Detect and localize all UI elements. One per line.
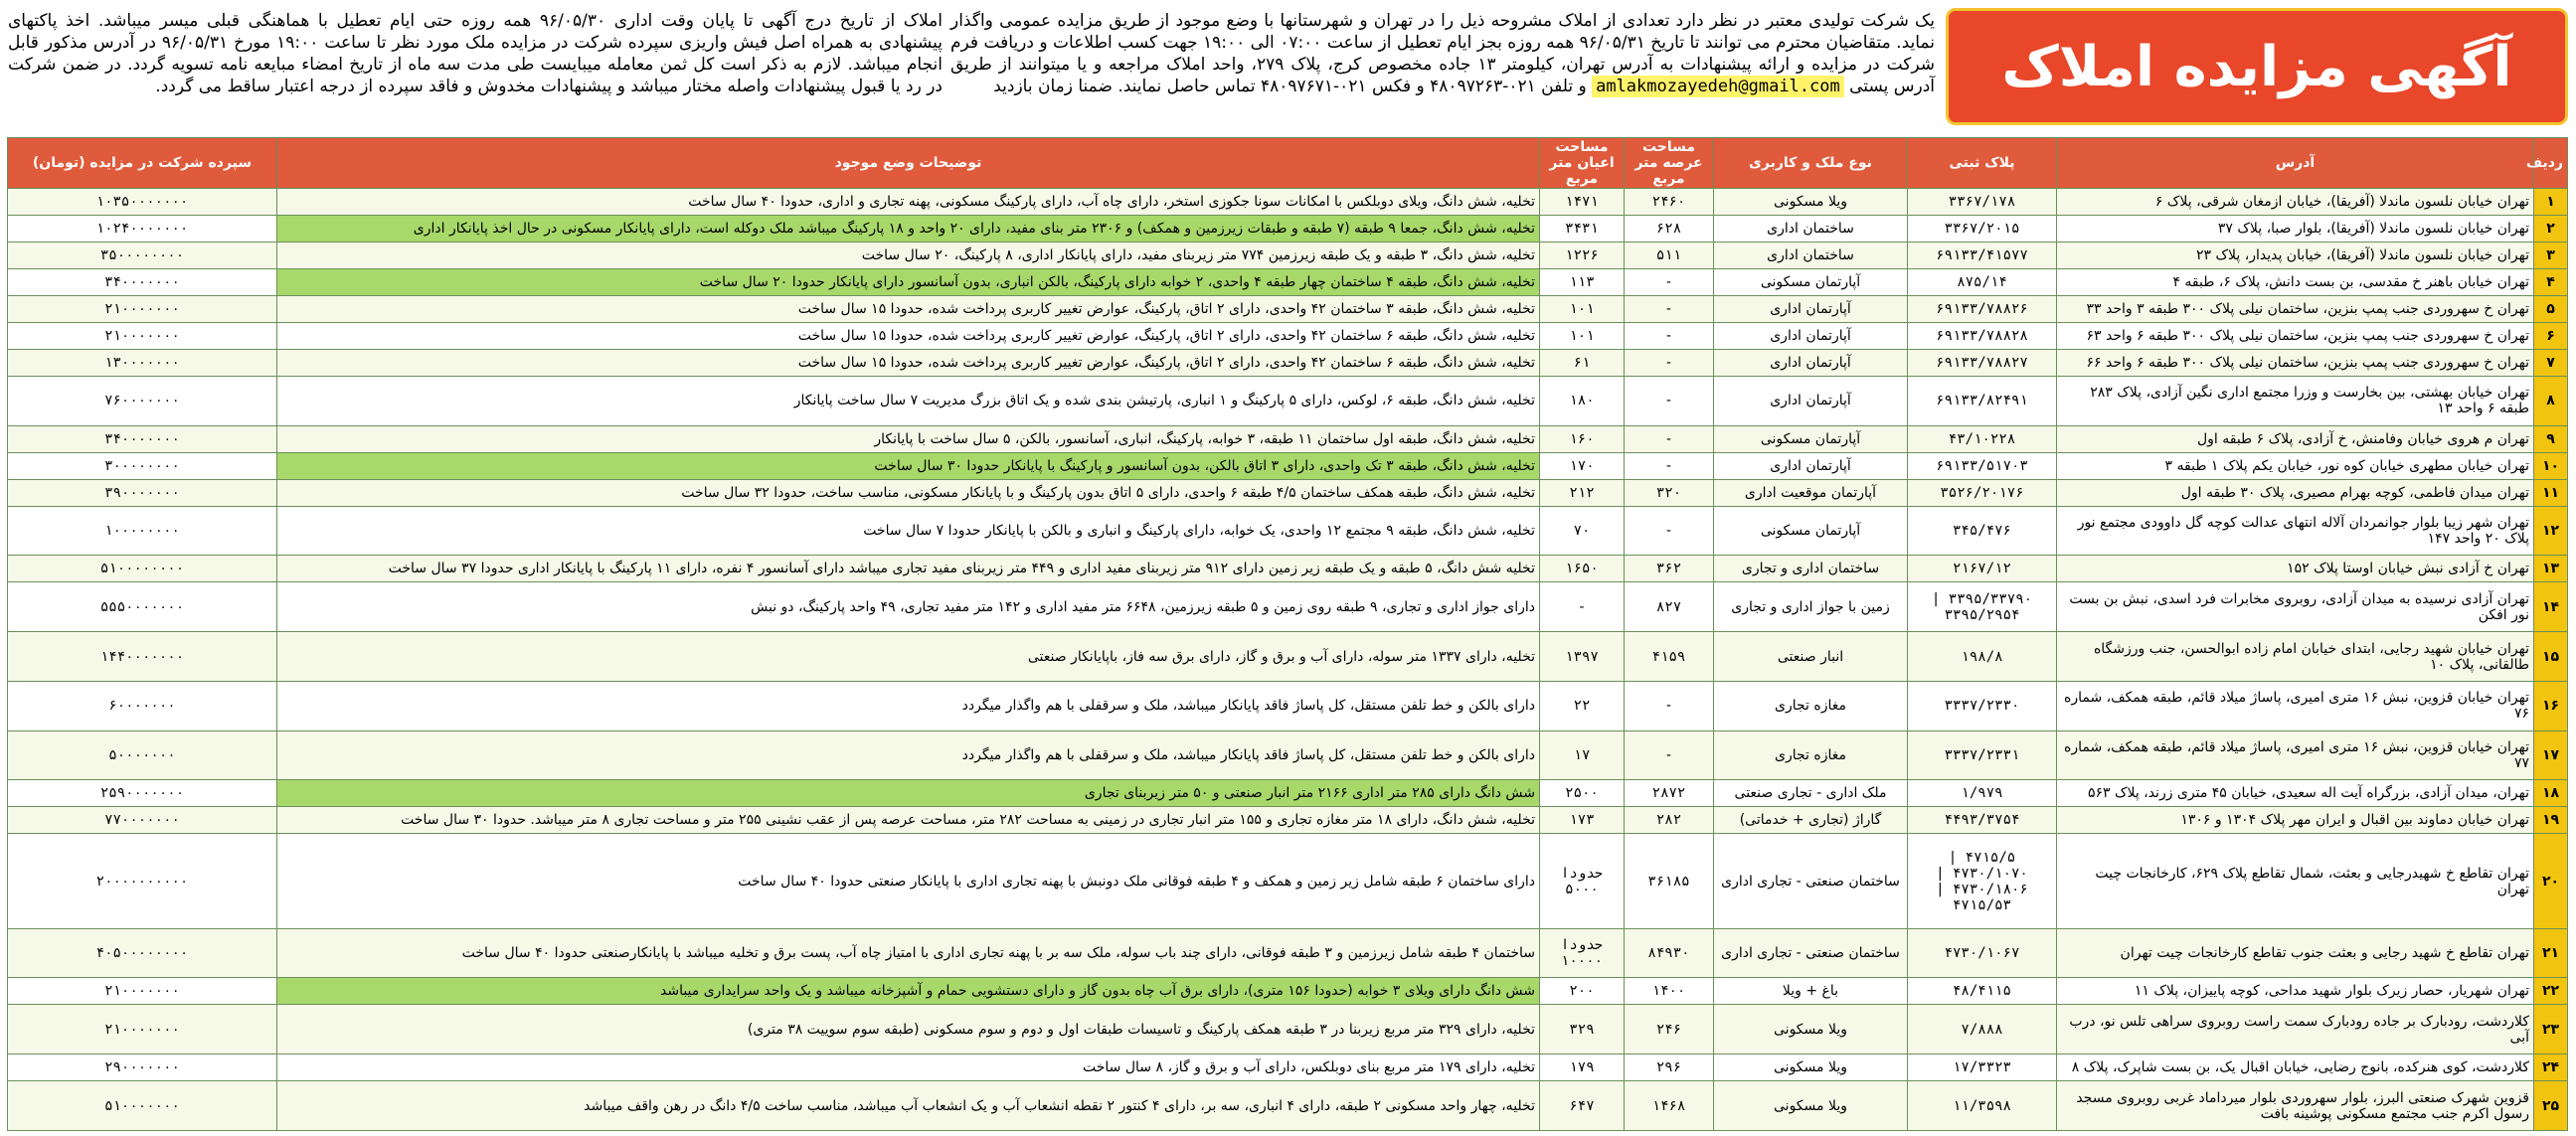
row-building-area: ۱۷۹ [1540, 1055, 1625, 1081]
row-deposit: ۲۱۰۰۰۰۰۰۰ [8, 296, 277, 323]
row-address: تهران خیابان نلسون ماندلا (آفریقا)، بلوار صبا، پلاک ۳۷ [2057, 216, 2534, 243]
table-row [8, 730, 2568, 780]
row-description: دارای بالکن و خط تلفن مستقل، کل پاساژ فاقد پایانکار میباشد، ملک و سرقفلی با هم واگذار میگردد [277, 681, 1540, 730]
table-row [8, 269, 2568, 296]
row-address: تهران تقاطع خ شهیدرجایی و بعثت، شمال تقاطع پلاک ۶۲۹، کارخانجات چیت تهران [2057, 834, 2534, 928]
row-deposit: ۲۱۰۰۰۰۰۰۰ [8, 978, 277, 1005]
row-deposit: ۲۱۰۰۰۰۰۰۰ [8, 323, 277, 350]
row-land-area: ۳۶۲ [1625, 556, 1714, 582]
row-usage: آپارتمان مسکونی [1714, 269, 1908, 296]
row-index: ۶ [2534, 323, 2568, 350]
table-row [8, 632, 2568, 682]
intro-text-right [950, 10, 1935, 97]
row-land-area: ۸۴۹۳۰ [1625, 928, 1714, 978]
row-address: تهران خ آزادی نبش خیابان اوستا پلاک ۱۵۲ [2057, 556, 2534, 582]
table-row [8, 296, 2568, 323]
row-plaque: ۱/۹۷۹ [1908, 780, 2057, 807]
row-description: دارای ساختمان ۶ طبقه شامل زیر زمین و همکف و ۴ طبقه فوقانی ملک دونبش با پهنه تجاری اداری با پایانکار صنعتی حدودا ۴۰ سال ساخت [277, 834, 1540, 928]
row-usage: ویلا مسکونی [1714, 189, 1908, 216]
row-building-area: ۲۵۰۰ [1540, 780, 1625, 807]
header-building-area: مساحت اعیان متر مربع [1540, 138, 1625, 189]
row-deposit: ۴۰۵۰۰۰۰۰۰۰۰ [8, 928, 277, 978]
row-address: تهران، میدان آزادی، بزرگراه آیت اله سعیدی، خیابان ۴۵ متری زرند، پلاک ۵۶۳ [2057, 780, 2534, 807]
table-row [8, 834, 2568, 928]
row-description: تخلیه، شش دانگ، دارای ۱۸ متر مغازه تجاری و ۱۵۵ متر انبار تجاری در زمینی به مساحت ۲۸۲ متر، مساحت عرصه پس از عقب نشینی ۲۵۵ متر و مساحت تجاری ۸ متر میباشد. حدودا ۳۰ سال ساخت [277, 807, 1540, 834]
row-building-area: حدودا ۱۰۰۰۰ [1540, 928, 1625, 978]
row-deposit: ۲۰۰۰۰۰۰۰۰۰۰ [8, 834, 277, 928]
row-building-area: ۱۸۰ [1540, 377, 1625, 426]
row-index: ۱۸ [2534, 780, 2568, 807]
row-land-area: - [1625, 452, 1714, 479]
row-index: ۲۱ [2534, 928, 2568, 978]
row-building-area: ۷۰ [1540, 506, 1625, 556]
row-description: تخلیه، دارای ۳۲۹ متر مربع زیربنا در ۳ طبقه همکف پارکینگ و تاسیسات طبقات اول و دوم و سوم مسکونی (طبقه سوم سوییت ۳۸ متری) [277, 1005, 1540, 1055]
row-usage: ملک اداری - تجاری صنعتی [1714, 780, 1908, 807]
intro-left-text: املاک از تاریخ درج آگهی تا پایان وقت اداری ۹۶/۰۵/۳۰ همه روزه حتی ایام تعطیل با هماهنگی قبلی میسر میباشد. اخذ پاکتهای پیشنهادی به همراه اصل فیش واریزی سپرده شرکت در مزایده ملک مورد نظر تا ساعت ۱۹:۰۰ مورخ ۹۶/۰۵/۳۱ در آدرس مذکور قابل انجام میباشد. لازم به ذکر است کل ثمن معامله میبایست طی مدت سه ماه از تاریخ امضاء مبایعه نامه تسویه گردد. در ضمن شرکت در رد یا قبول پیشنهادات واصله مختار میباشد و پیشنهادات مخدوش و فاقد سپرده از درجه اعتبار ساقط می گردد. [8, 11, 943, 96]
row-description: دارای بالکن و خط تلفن مستقل، کل پاساژ فاقد پایانکار میباشد، ملک و سرقفلی با هم واگذار میگردد [277, 730, 1540, 780]
row-description: تخلیه، دارای ۱۷۹ متر مربع بنای دوبلکس، دارای آب و برق و گاز، ۸ سال ساخت [277, 1055, 1540, 1081]
row-index: ۱۹ [2534, 807, 2568, 834]
table-row [8, 189, 2568, 216]
table-row [8, 479, 2568, 506]
row-usage: زمین با جواز اداری و تجاری [1714, 582, 1908, 632]
row-land-area: ۲۹۶ [1625, 1055, 1714, 1081]
row-land-area: ۱۴۶۸ [1625, 1081, 1714, 1131]
row-index: ۲۳ [2534, 1005, 2568, 1055]
row-index: ۹ [2534, 425, 2568, 452]
header-idx: ردیف [2534, 138, 2568, 189]
row-building-area: ۳۴۳۱ [1540, 216, 1625, 243]
row-usage: مغازه تجاری [1714, 730, 1908, 780]
row-deposit: ۷۶۰۰۰۰۰۰۰ [8, 377, 277, 426]
row-land-area: ۶۲۸ [1625, 216, 1714, 243]
table-row [8, 350, 2568, 377]
row-plaque: ۳۳۹۵/۳۳۷۹۰ | ۳۳۹۵/۲۹۵۴ [1908, 582, 2057, 632]
row-deposit: ۶۰۰۰۰۰۰۰ [8, 681, 277, 730]
row-deposit: ۳۴۰۰۰۰۰۰۰ [8, 269, 277, 296]
row-usage: آپارتمان اداری [1714, 452, 1908, 479]
table-row [8, 807, 2568, 834]
row-land-area: - [1625, 506, 1714, 556]
row-address: تهران خیابان شهید رجایی، ابتدای خیابان امام زاده ابوالحسن، جنب ورزشگاه طالقانی، پلاک ۱۰ [2057, 632, 2534, 682]
row-address: تهران خ سهروردی جنب پمپ بنزین، ساختمان نیلی پلاک ۳۰۰ طبقه ۳ واحد ۳۳ [2057, 296, 2534, 323]
header-deposit: سپرده شرکت در مزایده (تومان) [8, 138, 277, 189]
row-land-area: ۵۱۱ [1625, 243, 1714, 269]
row-index: ۲۴ [2534, 1055, 2568, 1081]
row-description: تخلیه، شش دانگ، طبقه ۴ ساختمان چهار طبقه ۴ واحدی، ۲ خوابه دارای پارکینگ، بالکن انباری، بدون آسانسور دارای پایانکار حدودا ۲۰ سال ساخت [277, 269, 1540, 296]
row-address: تهران خیابان باهنر خ مقدسی، بن بست دانش، پلاک ۶، طبقه ۴ [2057, 269, 2534, 296]
intro-right-text: یک شرکت تولیدی معتبر در نظر دارد تعدادی از املاک مشروحه ذیل را در تهران و شهرستانها با وضع موجود از طریق مزایده عمومی واگذار نماید. متقاضیان محترم می توانند تا تاریخ ۹۶/۰۵/۳۱ همه روزه بجز ایام تعطیل از ساعت ۰۷:۰۰ الی ۱۹:۰۰ جهت کسب اطلاعات و دریافت فرم شرکت در مزایده و ارائه پیشنهادات به آدرس تهران، کیلومتر ۱۳ جاده مخصوص کرج، پلاک ۲۷۹، واحد املاک مراجعه و یا میتوانند از طریق آدرس پستی [950, 11, 1935, 96]
table-row [8, 978, 2568, 1005]
row-building-area: ۱۴۷۱ [1540, 189, 1625, 216]
row-building-area: ۱۶۵۰ [1540, 556, 1625, 582]
row-plaque: ۶۹۱۳۳/۷۸۸۲۸ [1908, 323, 2057, 350]
row-plaque: ۱۷/۳۳۲۳ [1908, 1055, 2057, 1081]
header-address: آدرس [2057, 138, 2534, 189]
row-index: ۱۳ [2534, 556, 2568, 582]
row-plaque: ۳۴۵/۴۷۶ [1908, 506, 2057, 556]
row-plaque: ۶۹۱۳۳/۸۲۴۹۱ [1908, 377, 2057, 426]
row-description: تخلیه، چهار واحد مسکونی ۲ طبقه، دارای ۴ انباری، سه بر، دارای ۴ کنتور ۲ نقطه انشعاب آب و یک انشعاب آب میباشد، مناسب ساخت ۴/۵ دانگ در رهن واقف میباشد [277, 1081, 1540, 1131]
row-address: کلاردشت، کوی هنرکده، بانوج رضایی، خیابان اقبال یک، بن بست شاپرک، پلاک ۸ [2057, 1055, 2534, 1081]
row-usage: ویلا مسکونی [1714, 1005, 1908, 1055]
row-description: تخلیه، شش دانگ، طبقه ۳ تک واحدی، دارای ۳ اتاق بالکن، بدون آسانسور و پارکینگ با پایانکار حدودا ۳۰ سال ساخت [277, 452, 1540, 479]
row-deposit: ۱۰۰۰۰۰۰۰۰ [8, 506, 277, 556]
row-usage: ساختمان اداری [1714, 216, 1908, 243]
header-description: توضیحات وضع موجود [277, 138, 1540, 189]
row-description: تخلیه، دارای ۱۳۳۷ متر سوله، دارای آب و برق و گاز، دارای برق سه فاز، باپایانکار صنعتی [277, 632, 1540, 682]
row-plaque: ۶۹۱۳۳/۷۸۸۲۷ [1908, 350, 2057, 377]
row-index: ۲۵ [2534, 1081, 2568, 1131]
row-plaque: ۳۳۶۷/۱۷۸ [1908, 189, 2057, 216]
table-row [8, 425, 2568, 452]
row-land-area: ۲۴۶ [1625, 1005, 1714, 1055]
row-description: تخلیه، شش دانگ، جمعا ۹ طبقه (۷ طبقه و طبقات زیرزمین و همکف) و ۲۳۰۶ متر بنای مفید، دارای ۲۰ واحد و ۱۸ پارکینگ میباشد ملک دوکله است، دارای پایانکار مسکونی در حال اخذ پایانکار اداری [277, 216, 1540, 243]
row-building-area: ۲۰۰ [1540, 978, 1625, 1005]
row-usage: آپارتمان اداری [1714, 350, 1908, 377]
row-index: ۱۷ [2534, 730, 2568, 780]
row-address: تهران خیابان نلسون ماندلا (آفریقا)، خیابان ازمغان شرقی، پلاک ۶ [2057, 189, 2534, 216]
row-description: تخلیه، شش دانگ، ۳ طبقه و یک طبقه زیرزمین ۷۷۴ متر زیربنای مفید، دارای پایانکار اداری، ۸ پارکینگ، ۲۰ سال ساخت [277, 243, 1540, 269]
row-plaque: ۲۱۶۷/۱۲ [1908, 556, 2057, 582]
row-building-area: حدودا ۵۰۰۰ [1540, 834, 1625, 928]
contact-email: amlakmozayedeh@gmail.com [1592, 76, 1844, 97]
table-row [8, 780, 2568, 807]
notice-title-box [1946, 8, 2568, 125]
row-index: ۳ [2534, 243, 2568, 269]
row-address: تهران م هروی خیابان وفامنش، خ آزادی، پلاک ۶ طبقه اول [2057, 425, 2534, 452]
row-usage: انبار صنعتی [1714, 632, 1908, 682]
row-land-area: ۲۴۶۰ [1625, 189, 1714, 216]
row-building-area: - [1540, 582, 1625, 632]
row-deposit: ۵۱۰۰۰۰۰۰۰۰ [8, 556, 277, 582]
table-row [8, 1005, 2568, 1055]
row-building-area: ۱۷ [1540, 730, 1625, 780]
row-description: تخلیه، شش دانگ، طبقه ۶ ساختمان ۴۲ واحدی، دارای ۲ اتاق، پارکینگ، عوارض تغییر کاربری پرداخت شده، حدودا ۱۵ سال ساخت [277, 350, 1540, 377]
row-deposit: ۳۹۰۰۰۰۰۰۰ [8, 479, 277, 506]
row-address: تهران میدان فاطمی، کوچه بهرام مصیری، پلاک ۳۰ طبقه اول [2057, 479, 2534, 506]
row-index: ۱۶ [2534, 681, 2568, 730]
row-address: تهران شهریار، حصار زیرک بلوار شهید مداحی، کوچه پاییزان، پلاک ۱۱ [2057, 978, 2534, 1005]
row-usage: آپارتمان اداری [1714, 323, 1908, 350]
row-index: ۱۴ [2534, 582, 2568, 632]
row-land-area: ۴۱۵۹ [1625, 632, 1714, 682]
row-address: تهران خ سهروردی جنب پمپ بنزین، ساختمان نیلی پلاک ۳۰۰ طبقه ۶ واحد ۶۳ [2057, 323, 2534, 350]
header-usage: نوع ملک و کاربری [1714, 138, 1908, 189]
row-description: ساختمان ۴ طبقه شامل زیرزمین و ۳ طبقه فوقانی، دارای چند باب سوله، ملک سه بر با پهنه تجاری اداری با امتیاز چاه آب، پست برق و تخلیه میباشد با پایانکارصنعتی حدودا ۴۰ سال ساخت [277, 928, 1540, 978]
row-address: تهران آزادی نرسیده به میدان آزادی، روبروی مخابرات فرد اسدی، نبش بن بست نور افکن [2057, 582, 2534, 632]
row-plaque: ۴۳/۱۰۲۲۸ [1908, 425, 2057, 452]
row-description: تخلیه، شش دانگ، طبقه ۶ ساختمان ۴۲ واحدی، دارای ۲ اتاق، پارکینگ، عوارض تغییر کاربری پرداخت شده، حدودا ۱۵ سال ساخت [277, 323, 1540, 350]
table-row [8, 452, 2568, 479]
intro-right-tail: و تلفن ۰۲۱-۴۸۰۹۷۲۶۳ و فکس ۰۲۱-۴۸۰۹۷۶۷۱ تماس حاصل نمایند. ضمنا زمان بازدید [993, 77, 1587, 96]
table-row [8, 1081, 2568, 1131]
table-header-row [8, 138, 2568, 189]
row-land-area: - [1625, 377, 1714, 426]
row-address: کلاردشت، رودبارک بر جاده رودبارک سمت راست روبروی سراهی تلس نو، درب آبی [2057, 1005, 2534, 1055]
row-usage: ساختمان صنعتی - تجاری اداری [1714, 928, 1908, 978]
row-description: شش دانگ دارای ویلای ۳ خوابه (حدودا ۱۵۶ متری)، دارای برق آب چاه بدون گاز و دارای دستشویی حمام و آشپزخانه میباشد و یک واحد سرایداری میباشد [277, 978, 1540, 1005]
row-building-area: ۱۰۱ [1540, 296, 1625, 323]
row-deposit: ۷۷۰۰۰۰۰۰۰ [8, 807, 277, 834]
row-land-area: - [1625, 296, 1714, 323]
row-land-area: ۲۸۲ [1625, 807, 1714, 834]
row-building-area: ۲۱۲ [1540, 479, 1625, 506]
intro-text-left [8, 10, 943, 97]
row-address: تهران تقاطع خ شهید رجایی و بعثت جنوب تقاطع کارخانجات چیت تهران [2057, 928, 2534, 978]
header-plaque: پلاک ثبتی [1908, 138, 2057, 189]
row-usage: مغازه تجاری [1714, 681, 1908, 730]
row-plaque: ۸۷۵/۱۴ [1908, 269, 2057, 296]
row-address: تهران خیابان قزوین، نبش ۱۶ متری امیری، پاساژ میلاد قائم، طبقه همکف، شماره ۷۷ [2057, 730, 2534, 780]
row-plaque: ۴۴۹۳/۳۷۵۴ [1908, 807, 2057, 834]
row-address: تهران خ سهروردی جنب پمپ بنزین، ساختمان نیلی پلاک ۳۰۰ طبقه ۶ واحد ۶۶ [2057, 350, 2534, 377]
row-index: ۱۱ [2534, 479, 2568, 506]
row-address: تهران خیابان قزوین، نبش ۱۶ متری امیری، پاساژ میلاد قائم، طبقه همکف، شماره ۷۶ [2057, 681, 2534, 730]
row-deposit: ۵۱۰۰۰۰۰۰۰ [8, 1081, 277, 1131]
table-row [8, 681, 2568, 730]
header-land-area: مساحت عرصه متر مربع [1625, 138, 1714, 189]
row-plaque: ۶۹۱۳۳/۴۱۵۷۷ [1908, 243, 2057, 269]
table-row [8, 556, 2568, 582]
row-plaque: ۳۳۶۷/۲۰۱۵ [1908, 216, 2057, 243]
row-plaque: ۳۳۳۷/۲۳۳۱ [1908, 730, 2057, 780]
row-land-area: - [1625, 323, 1714, 350]
row-usage: ساختمان اداری [1714, 243, 1908, 269]
row-building-area: ۱۳۹۷ [1540, 632, 1625, 682]
notice-header [0, 0, 2576, 129]
row-usage: آپارتمان مسکونی [1714, 425, 1908, 452]
row-description: تخلیه، شش دانگ، طبقه ۹ مجتمع ۱۲ واحدی، یک خوابه، دارای پارکینگ و انباری و بالکن با پایانکار حدودا ۷ سال ساخت [277, 506, 1540, 556]
row-usage: ویلا مسکونی [1714, 1081, 1908, 1131]
row-deposit: ۱۰۳۵۰۰۰۰۰۰۰ [8, 189, 277, 216]
table-row [8, 506, 2568, 556]
row-deposit: ۲۱۰۰۰۰۰۰۰ [8, 1005, 277, 1055]
row-description: تخلیه، شش دانگ، طبقه ۳ ساختمان ۴۲ واحدی، دارای ۲ اتاق، پارکینگ، عوارض تغییر کاربری پرداخت شده، حدودا ۱۵ سال ساخت [277, 296, 1540, 323]
row-deposit: ۳۴۰۰۰۰۰۰۰ [8, 425, 277, 452]
row-address: قزوین شهرک صنعتی البرز، بلوار سهروردی بلوار میرداماد غربی روبروی مسجد رسول اکرم جنب مجتمع مسکونی پوشینه بافت [2057, 1081, 2534, 1131]
row-building-area: ۱۷۳ [1540, 807, 1625, 834]
table-row [8, 928, 2568, 978]
row-land-area: ۲۸۷۲ [1625, 780, 1714, 807]
row-building-area: ۱۲۲۶ [1540, 243, 1625, 269]
row-usage: آپارتمان اداری [1714, 377, 1908, 426]
row-plaque: ۶۹۱۳۳/۷۸۸۲۶ [1908, 296, 2057, 323]
row-index: ۷ [2534, 350, 2568, 377]
row-building-area: ۱۰۱ [1540, 323, 1625, 350]
row-description: شش دانگ دارای ۲۸۵ متر اداری ۲۱۶۶ متر انبار صنعتی و ۵۰ متر زیربنای تجاری [277, 780, 1540, 807]
row-plaque: ۶۹۱۳۳/۵۱۷۰۳ [1908, 452, 2057, 479]
table-row [8, 582, 2568, 632]
row-deposit: ۲۵۹۰۰۰۰۰۰۰ [8, 780, 277, 807]
row-usage: باغ + ویلا [1714, 978, 1908, 1005]
row-plaque: ۱۹۸/۸ [1908, 632, 2057, 682]
row-description: تخلیه، شش دانگ، طبقه همکف ساختمان ۴/۵ طبقه ۶ واحدی، دارای ۵ اتاق بدون پارکینگ و با پایانکار مسکونی، مناسب ساخت، حدودا ۳۲ سال ساخت [277, 479, 1540, 506]
row-index: ۲ [2534, 216, 2568, 243]
row-usage: آپارتمان اداری [1714, 296, 1908, 323]
row-deposit: ۳۵۰۰۰۰۰۰۰۰ [8, 243, 277, 269]
row-address: تهران شهر زیبا بلوار جوانمردان آلاله انتهای عدالت کوچه گل داوودی مجتمع نور پلاک ۲۰ واحد ۱۴۷ [2057, 506, 2534, 556]
row-description: تخلیه شش دانگ، ۵ طبقه و یک طبقه زیر زمین دارای ۹۱۲ متر زیربنای مفید اداری و ۴۴۹ متر زیربنای مفید تجاری میباشد دارای آسانسور ۴ نفره، دارای ۱۱ پارکینگ با پایانکار اداری حدودا ۳۷ سال ساخت [277, 556, 1540, 582]
row-plaque: ۳۵۲۶/۲۰۱۷۶ [1908, 479, 2057, 506]
properties-table [7, 137, 2568, 1131]
row-land-area: - [1625, 730, 1714, 780]
row-plaque: ۴۷۳۰/۱۰۶۷ [1908, 928, 2057, 978]
row-address: تهران خیابان مطهری خیابان کوه نور، خیابان یکم پلاک ۱ طبقه ۳ [2057, 452, 2534, 479]
row-deposit: ۵۵۵۰۰۰۰۰۰۰ [8, 582, 277, 632]
row-building-area: ۱۶۰ [1540, 425, 1625, 452]
table-row [8, 216, 2568, 243]
row-plaque: ۴۷۱۵/۵ | ۴۷۳۰/۱۰۷۰ | ۴۷۳۰/۱۸۰۶ | ۴۷۱۵/۵۳ [1908, 834, 2057, 928]
row-usage: آپارتمان مسکونی [1714, 506, 1908, 556]
row-building-area: ۶۱ [1540, 350, 1625, 377]
row-plaque: ۷/۸۸۸ [1908, 1005, 2057, 1055]
row-building-area: ۲۲ [1540, 681, 1625, 730]
row-address: تهران خیابان بهشتی، بین بخارست و وزرا مجتمع اداری نگین آزادی، پلاک ۲۸۳ طبقه ۶ واحد ۱۳ [2057, 377, 2534, 426]
row-index: ۴ [2534, 269, 2568, 296]
row-building-area: ۶۴۷ [1540, 1081, 1625, 1131]
row-index: ۲۰ [2534, 834, 2568, 928]
row-index: ۱ [2534, 189, 2568, 216]
row-land-area: - [1625, 681, 1714, 730]
row-index: ۸ [2534, 377, 2568, 426]
row-land-area: - [1625, 350, 1714, 377]
row-description: تخلیه، شش دانگ، طبقه ۶، لوکس، دارای ۵ پارکینگ و ۱ انباری، پارتیشن بندی شده و یک اتاق بزرگ مدیریت ۷ سال ساخت پایانکار [277, 377, 1540, 426]
table-row [8, 377, 2568, 426]
row-deposit: ۱۴۴۰۰۰۰۰۰۰ [8, 632, 277, 682]
row-address: تهران خیابان نلسون ماندلا (آفریقا)، خیابان پدیدار، پلاک ۲۳ [2057, 243, 2534, 269]
row-land-area: - [1625, 425, 1714, 452]
row-land-area: ۸۲۷ [1625, 582, 1714, 632]
properties-table-wrap [8, 137, 2568, 1131]
table-row [8, 243, 2568, 269]
row-deposit: ۵۰۰۰۰۰۰۰ [8, 730, 277, 780]
row-usage: گاراژ (تجاری + خدماتی) [1714, 807, 1908, 834]
row-deposit: ۱۳۰۰۰۰۰۰۰ [8, 350, 277, 377]
row-deposit: ۱۰۲۴۰۰۰۰۰۰۰ [8, 216, 277, 243]
row-usage: ساختمان اداری و تجاری [1714, 556, 1908, 582]
row-usage: ویلا مسکونی [1714, 1055, 1908, 1081]
row-plaque: ۱۱/۳۵۹۸ [1908, 1081, 2057, 1131]
row-building-area: ۱۱۳ [1540, 269, 1625, 296]
row-plaque: ۳۳۳۷/۲۳۳۰ [1908, 681, 2057, 730]
row-land-area: - [1625, 269, 1714, 296]
row-usage: ساختمان صنعتی - تجاری اداری [1714, 834, 1908, 928]
row-deposit: ۲۹۰۰۰۰۰۰۰ [8, 1055, 277, 1081]
row-description: تخلیه، شش دانگ، طبقه اول ساختمان ۱۱ طبقه، ۳ خوابه، پارکینگ، انباری، آسانسور، بالکن، ۵ سال ساخت با پایانکار [277, 425, 1540, 452]
row-usage: آپارتمان موقعیت اداری [1714, 479, 1908, 506]
row-description: تخلیه، شش دانگ، ویلای دوبلکس با امکانات سونا جکوزی استخر، دارای چاه آب، دارای پارکینگ مسکونی، پهنه تجاری و اداری، حدودا ۴۰ سال ساخت [277, 189, 1540, 216]
row-deposit: ۳۰۰۰۰۰۰۰۰ [8, 452, 277, 479]
row-description: دارای جواز اداری و تجاری، ۹ طبقه روی زمین و ۵ طبقه زیرزمین، ۶۶۴۸ متر مفید اداری و ۱۴۲ متر مفید تجاری، ۴۹ واحد پارکینگ، دو نبش [277, 582, 1540, 632]
row-index: ۵ [2534, 296, 2568, 323]
row-index: ۲۲ [2534, 978, 2568, 1005]
row-plaque: ۴۸/۴۱۱۵ [1908, 978, 2057, 1005]
row-index: ۱۵ [2534, 632, 2568, 682]
row-land-area: ۳۶۱۸۵ [1625, 834, 1714, 928]
row-building-area: ۱۷۰ [1540, 452, 1625, 479]
row-land-area: ۱۴۰۰ [1625, 978, 1714, 1005]
table-row [8, 1055, 2568, 1081]
row-index: ۱۰ [2534, 452, 2568, 479]
row-land-area: ۳۲۰ [1625, 479, 1714, 506]
row-index: ۱۲ [2534, 506, 2568, 556]
row-address: تهران خیابان دماوند بین اقبال و ایران مهر پلاک ۱۳۰۴ و ۱۳۰۶ [2057, 807, 2534, 834]
table-row [8, 323, 2568, 350]
notice-title: آگهی مزایده املاک [2001, 34, 2512, 99]
row-building-area: ۳۲۹ [1540, 1005, 1625, 1055]
